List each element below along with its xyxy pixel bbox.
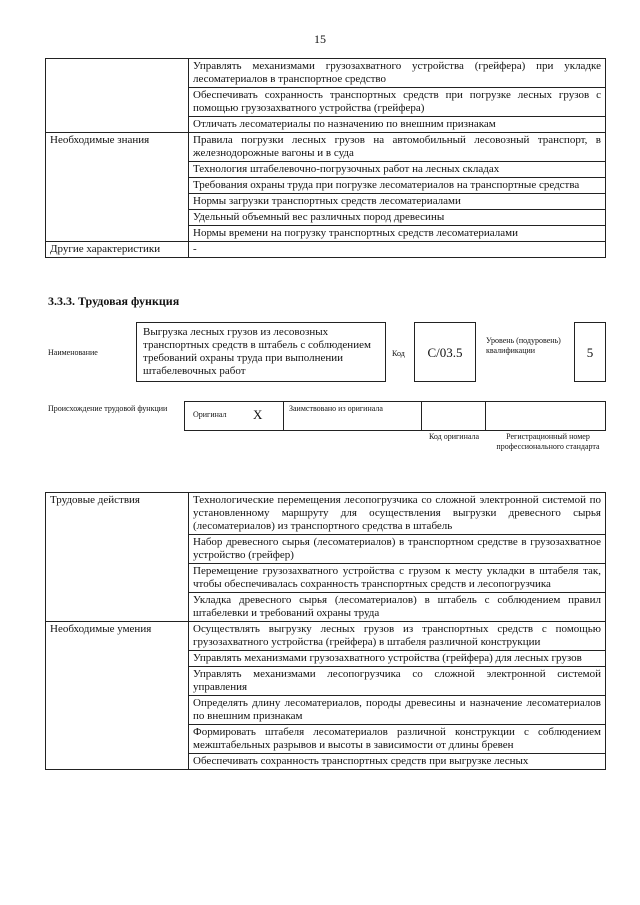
table-row: [46, 242, 606, 258]
row-text: Правила погрузки лесных грузов на автомобильный лесовозный транспорт, в железнодорожные вагоны и в суда: [189, 133, 606, 162]
row-label: [46, 59, 189, 133]
row-text: Перемещение грузозахватного устройства с грузом к месту укладки в штабеля так, чтобы обеспечивалась сохранность транспортных средств и лесопогрузчика: [189, 564, 606, 593]
level-value: 5: [574, 322, 606, 382]
page-number: 15: [314, 32, 326, 46]
row-text: Отличать лесоматериалы по назначению по внешним признакам: [189, 117, 606, 133]
row-text: Управлять механизмами грузозахватного устройства (грейфера) для лесных грузов: [189, 651, 606, 667]
row-text: Обеспечивать сохранность транспортных средств при погрузке лесных грузов с помощью грузозахватного устройства (грейфера): [189, 88, 606, 117]
original-mark: X: [253, 407, 263, 422]
table-row: [46, 133, 606, 162]
top-requirements-table: [45, 58, 606, 258]
row-text: Технология штабелевочно-погрузочных работ на лесных складах: [189, 162, 606, 178]
row-text: Формировать штабеля лесоматериалов различной конструкции с соблюдением межштабельных разрывов и высоты в зависимости от длины бревен: [189, 725, 606, 754]
row-text: Нормы загрузки транспортных средств лесоматериалами: [189, 194, 606, 210]
row-text: -: [189, 242, 606, 258]
original-label: Оригинал: [193, 410, 227, 419]
row-label-other: Другие характеристики: [46, 242, 189, 258]
code-label: Код: [392, 349, 405, 358]
row-label-actions: Трудовые действия: [46, 493, 189, 622]
table-row: [46, 493, 606, 535]
row-text: Обеспечивать сохранность транспортных средств при выгрузке лесных: [189, 754, 606, 770]
origin-box: [184, 401, 606, 431]
code-value: С/03.5: [414, 322, 476, 382]
divider: [421, 401, 422, 431]
divider: [485, 401, 486, 431]
row-text: Удельный объемный вес различных пород древесины: [189, 210, 606, 226]
borrowed-label: Заимствовано из оригинала: [289, 404, 383, 413]
section-title: 3.3.3. Трудовая функция: [48, 294, 180, 308]
row-text: Осуществлять выгрузку лесных грузов из транспортных средств с помощью грузозахватного устройства (грейфера) в штабеля различной конструкции: [189, 622, 606, 651]
row-text: Набор древесного сырья (лесоматериалов) в транспортном средстве в грузозахватное устройство (грейфер): [189, 535, 606, 564]
reg-number-label: Регистрационный номер профессионального стандарта: [496, 432, 600, 451]
row-text: Управлять механизмами грузозахватного устройства (грейфера) при укладке лесоматериалов в транспортное средство: [189, 59, 606, 88]
row-text: Укладка древесного сырья (лесоматериалов) в штабель с соблюдением правил штабелевки и требований охраны труда: [189, 593, 606, 622]
name-label: Наименование: [48, 348, 98, 357]
row-text: Технологические перемещения лесопогрузчика со сложной электронной системой по установленному маршруту для осуществления выгрузки древесного сырья (лесоматериалов) из транспортного средства в штабель: [189, 493, 606, 535]
row-text: Определять длину лесоматериалов, породы древесины и назначение лесоматериалов по внешним признакам: [189, 696, 606, 725]
table-row: [46, 59, 606, 88]
row-label-skills: Необходимые умения: [46, 622, 189, 770]
table-row: [46, 622, 606, 651]
divider: [283, 401, 284, 431]
row-text: Требования охраны труда при погрузке лесоматериалов на транспортные средства: [189, 178, 606, 194]
row-label-knowledge: Необходимые знания: [46, 133, 189, 242]
row-text: Нормы времени на погрузку транспортных средств лесоматериалами: [189, 226, 606, 242]
row-text: Управлять механизмами лесопогрузчика со сложной электронной системой управления: [189, 667, 606, 696]
origin-label: Происхождение трудовой функции: [48, 404, 168, 413]
function-name-box: Выгрузка лесных грузов из лесовозных транспортных средств в штабель с соблюдением требований охраны труда при выполнении штабелевочных работ: [136, 322, 386, 382]
level-label: Уровень (подуровень) квалификации: [486, 336, 561, 355]
code-original-label: Код оригинала: [428, 432, 480, 441]
bottom-requirements-table: [45, 492, 606, 770]
